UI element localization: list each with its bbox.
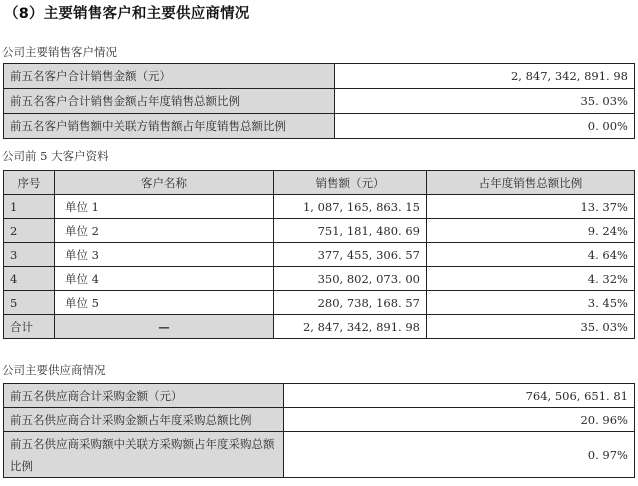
cell-no: 3 bbox=[4, 243, 55, 267]
row-value: 35. 03% bbox=[335, 89, 635, 114]
supplier-summary-table bbox=[3, 383, 635, 478]
table-row bbox=[4, 243, 635, 267]
header-customer-name: 客户名称 bbox=[55, 171, 274, 195]
total-ratio: 35. 03% bbox=[427, 315, 635, 339]
table-row bbox=[4, 219, 635, 243]
total-sales: 2, 847, 342, 891. 98 bbox=[274, 315, 427, 339]
cell-sales: 350, 802, 073. 00 bbox=[274, 267, 427, 291]
header-no: 序号 bbox=[4, 171, 55, 195]
header-sales: 销售额（元） bbox=[274, 171, 427, 195]
total-label: 合计 bbox=[4, 315, 55, 339]
cell-name: 单位 1 bbox=[55, 195, 274, 219]
row-value: 764, 506, 651. 81 bbox=[284, 384, 635, 408]
row-value: 0. 97% bbox=[284, 432, 635, 478]
cell-no: 4 bbox=[4, 267, 55, 291]
row-value: 2, 847, 342, 891. 98 bbox=[335, 64, 635, 89]
row-label: 前五名客户销售额中关联方销售额占年度销售总额比例 bbox=[4, 114, 335, 139]
section-heading: （8）主要销售客户和主要供应商情况 bbox=[4, 6, 250, 22]
cell-no: 1 bbox=[4, 195, 55, 219]
supplier-summary-caption: 公司主要供应商情况 bbox=[2, 363, 106, 377]
cell-ratio: 4. 32% bbox=[427, 267, 635, 291]
table-row bbox=[4, 408, 635, 432]
table-row bbox=[4, 89, 635, 114]
row-label: 前五名供应商采购额中关联方采购额占年度采购总额比例 bbox=[4, 432, 284, 478]
customer-summary-caption: 公司主要销售客户情况 bbox=[2, 45, 117, 59]
cell-ratio: 9. 24% bbox=[427, 219, 635, 243]
row-label: 前五名供应商合计采购金额占年度采购总额比例 bbox=[4, 408, 284, 432]
total-name: — bbox=[55, 315, 274, 339]
cell-ratio: 13. 37% bbox=[427, 195, 635, 219]
row-value: 20. 96% bbox=[284, 408, 635, 432]
cell-name: 单位 4 bbox=[55, 267, 274, 291]
table-row bbox=[4, 384, 635, 408]
cell-sales: 280, 738, 168. 57 bbox=[274, 291, 427, 315]
table-row bbox=[4, 267, 635, 291]
row-label: 前五名客户合计销售金额（元） bbox=[4, 64, 335, 89]
cell-name: 单位 5 bbox=[55, 291, 274, 315]
cell-sales: 377, 455, 306. 57 bbox=[274, 243, 427, 267]
cell-name: 单位 2 bbox=[55, 219, 274, 243]
row-label: 前五名客户合计销售金额占年度销售总额比例 bbox=[4, 89, 335, 114]
cell-name: 单位 3 bbox=[55, 243, 274, 267]
top5-customers-caption: 公司前 5 大客户资料 bbox=[2, 149, 109, 163]
table-row bbox=[4, 195, 635, 219]
row-label: 前五名供应商合计采购金额（元） bbox=[4, 384, 284, 408]
table-total-row bbox=[4, 315, 635, 339]
table-row bbox=[4, 114, 635, 139]
row-value: 0. 00% bbox=[335, 114, 635, 139]
table-row bbox=[4, 432, 635, 478]
cell-ratio: 3. 45% bbox=[427, 291, 635, 315]
cell-sales: 1, 087, 165, 863. 15 bbox=[274, 195, 427, 219]
table-row bbox=[4, 64, 635, 89]
cell-sales: 751, 181, 480. 69 bbox=[274, 219, 427, 243]
cell-no: 2 bbox=[4, 219, 55, 243]
top5-customers-table bbox=[3, 170, 635, 339]
header-ratio: 占年度销售总额比例 bbox=[427, 171, 635, 195]
table-row bbox=[4, 291, 635, 315]
cell-no: 5 bbox=[4, 291, 55, 315]
customer-summary-table bbox=[3, 63, 635, 139]
cell-ratio: 4. 64% bbox=[427, 243, 635, 267]
table-header-row bbox=[4, 171, 635, 195]
